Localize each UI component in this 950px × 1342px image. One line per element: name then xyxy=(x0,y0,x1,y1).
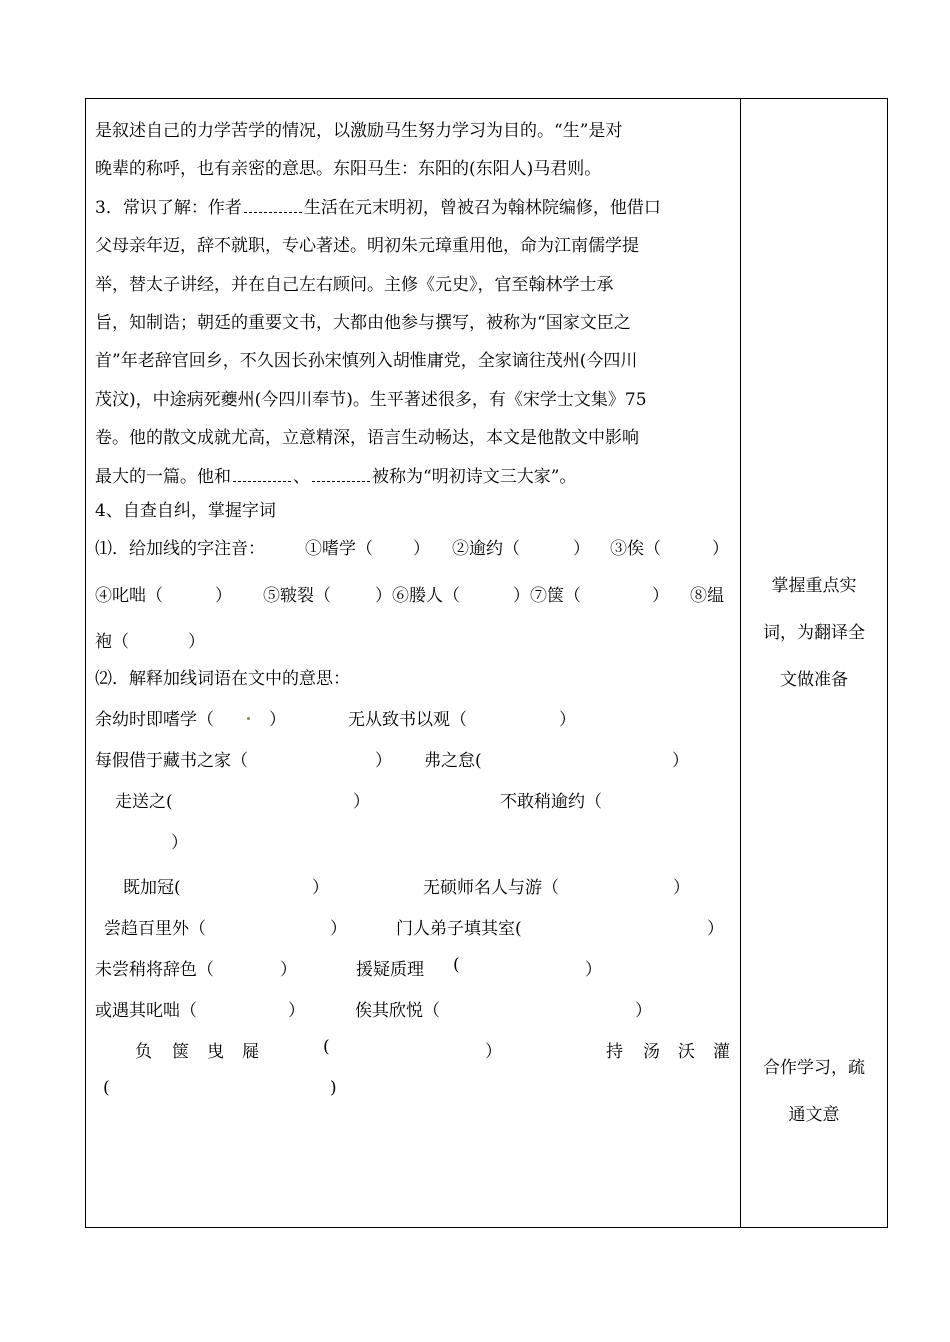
text-line: 晚辈的称呼，也有亲密的意思。东阳马生：东阳的(东阳人)马君则。 xyxy=(95,159,602,180)
word-item: 援疑质理 xyxy=(356,960,424,981)
word-row xyxy=(95,705,735,746)
word-open: ( xyxy=(103,1078,110,1099)
word-item: 余幼时即嗜学（ xyxy=(95,710,214,731)
pinyin-row-1 xyxy=(95,534,735,572)
word-char: 灌 xyxy=(713,1042,730,1063)
word-close: ） xyxy=(635,1001,652,1022)
text-line: 卷。他的散文成就尤高，立意精深，语言生动畅达，本文是他散文中影响 xyxy=(95,428,639,449)
side-note-line: 通文意 xyxy=(788,1105,840,1125)
text-line: 首”年老辞官回乡，不久因长孙宋慎列入胡惟庸党，全家谪往茂州(今四川 xyxy=(95,351,638,372)
word-item: 尝趋百里外（ xyxy=(104,919,206,940)
text-line: 茂汶)，中途病死夔州(今四川奉节)。生平著述很多，有《宋学士文集》75 xyxy=(95,389,647,410)
pinyin-close: ） xyxy=(712,539,729,560)
text-line: 举，替太子讲经，并在自己左右顾问。主修《元史》，官至翰林学士承 xyxy=(95,274,614,295)
pinyin-item: ①嗜学（ xyxy=(305,539,373,560)
word-close: ） xyxy=(673,878,690,899)
word-close: ） xyxy=(485,1042,502,1063)
word-close: ） xyxy=(312,878,329,899)
word-char: 箧 xyxy=(172,1042,189,1063)
word-item: 无硕师名人与游（ xyxy=(423,878,559,899)
annotation-dot-mark xyxy=(247,717,250,720)
word-char: 屣 xyxy=(242,1042,259,1063)
word-close: ） xyxy=(288,1001,305,1022)
word-item: 每假借于藏书之家（ xyxy=(95,751,248,772)
word-close: ） xyxy=(353,792,370,813)
text-line: 旨，知制诰；朝廷的重要文书，大都由他参与撰写，被称为“国家文臣之 xyxy=(95,313,631,334)
annotation-dot xyxy=(246,705,251,725)
pinyin-item: ②逾约（ xyxy=(452,539,520,560)
word-char: 曳 xyxy=(207,1042,224,1063)
pinyin-item: ）⑦箧（ xyxy=(513,586,581,607)
word-item: 既加冠( xyxy=(123,878,181,899)
word-close: ） xyxy=(269,710,286,731)
word-open: ( xyxy=(453,955,460,976)
side-note-line: 掌握重点实 xyxy=(771,576,857,596)
word-close: ） xyxy=(171,833,188,854)
word-close: ） xyxy=(672,751,689,772)
pinyin-item: ③俟（ xyxy=(610,539,661,560)
pinyin-close: ） xyxy=(573,539,590,560)
word-char: 负 xyxy=(135,1042,152,1063)
column-divider xyxy=(740,98,741,1228)
text-line-part: 3．常识了解：作者 xyxy=(95,197,242,218)
text-line: 是叙述自己的力学苦学的情况，以激励马生努力学习为目的。“生”是对 xyxy=(95,121,623,141)
text-line-part: 最大的一篇。他和 xyxy=(95,466,231,487)
text-line-part: 被称为“明初诗文三大家”。 xyxy=(372,466,577,487)
word-close: ） xyxy=(330,919,347,940)
word-row xyxy=(95,955,735,996)
pinyin-item: ）⑥媵人（ xyxy=(375,586,460,607)
word-close: ） xyxy=(707,919,724,940)
word-row xyxy=(95,828,735,873)
word-item: 无从致书以观（ xyxy=(348,710,467,731)
word-item: 未尝稍将辞色（ xyxy=(95,960,214,981)
word-item: 或遇其叱咄（ xyxy=(95,1001,197,1022)
side-note-line: 合作学习，疏 xyxy=(763,1058,865,1078)
pinyin-close: ） xyxy=(215,586,232,607)
word-item: 弗之怠( xyxy=(424,751,482,772)
text-line xyxy=(95,458,735,496)
q2-title-line xyxy=(95,664,735,705)
pinyin-item: 袍（ xyxy=(95,632,129,653)
word-row xyxy=(95,914,735,955)
word-row xyxy=(95,746,735,787)
pinyin-item: ⑧缊 xyxy=(690,586,724,607)
pinyin-item: ④叱咄（ xyxy=(95,586,163,607)
side-note-line: 文做准备 xyxy=(780,670,848,690)
side-note-cooperative xyxy=(748,1045,880,1139)
word-item: 门人弟子填其室( xyxy=(396,919,522,940)
word-row xyxy=(95,996,735,1037)
word-close: ） xyxy=(559,710,576,731)
fill-blank-author xyxy=(244,198,302,213)
word-close: ) xyxy=(330,1078,337,1099)
q2-title: ⑵．解释加线词语在文中的意思： xyxy=(95,669,350,690)
word-item: 走送之( xyxy=(115,792,173,813)
section4-title: 4、自查自纠，掌握字词 xyxy=(95,501,276,522)
pinyin-close: ） xyxy=(188,632,205,653)
word-open: ( xyxy=(323,1037,330,1058)
word-close: ） xyxy=(280,960,297,981)
word-char: 汤 xyxy=(643,1042,660,1063)
fill-blank-1 xyxy=(233,467,291,482)
side-note-line: 词，为翻译全 xyxy=(763,623,865,643)
text-line-part: 、 xyxy=(293,466,310,487)
q1-title: ⑴．给加线的字注音： xyxy=(95,539,265,560)
pinyin-close: ） xyxy=(413,539,430,560)
section4-title-line xyxy=(95,496,735,534)
word-item: 不敢稍逾约（ xyxy=(500,792,602,813)
word-close: ） xyxy=(585,960,602,981)
intro-paragraph xyxy=(95,112,735,496)
word-item: 俟其欣悦（ xyxy=(355,1001,440,1022)
pinyin-close: ） xyxy=(652,586,669,607)
main-column xyxy=(95,112,735,1119)
pinyin-row-2 xyxy=(95,572,735,620)
pinyin-item: ⑤皲裂（ xyxy=(263,586,331,607)
side-note-vocabulary xyxy=(748,563,880,704)
word-char: 持 xyxy=(606,1042,623,1063)
pinyin-row-3 xyxy=(95,620,735,664)
text-line: 父母亲年迈，辞不就职，专心著述。明初朱元璋重用他，命为江南儒学提 xyxy=(95,236,639,257)
fill-blank-2 xyxy=(312,467,370,482)
word-row xyxy=(95,787,735,828)
word-close: ） xyxy=(375,751,392,772)
word-char: 沃 xyxy=(678,1042,695,1063)
word-row xyxy=(95,1078,735,1119)
text-line xyxy=(95,189,735,227)
text-line-part: 生活在元末明初，曾被召为翰林院编修，他借口 xyxy=(303,197,661,218)
word-row xyxy=(95,1037,735,1078)
word-row xyxy=(95,873,735,914)
